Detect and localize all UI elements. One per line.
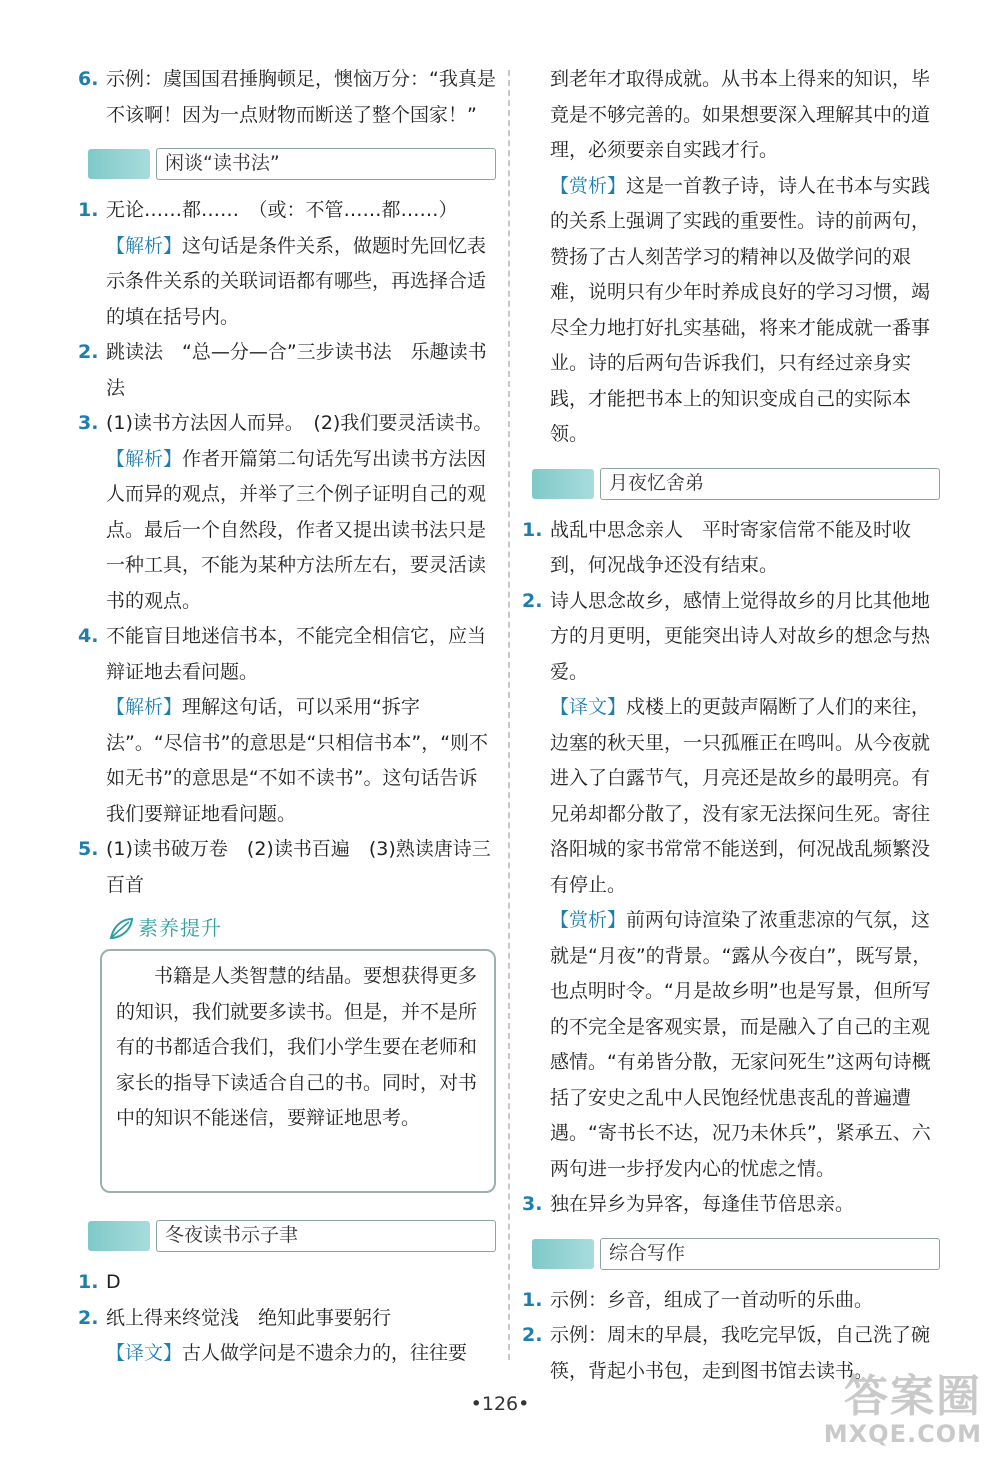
note-tag: 【解析】 xyxy=(106,696,183,718)
section-title: 闲谈“读书法” xyxy=(156,148,496,180)
question-number: 5. xyxy=(78,838,99,860)
left-column xyxy=(78,62,496,1372)
analysis-note xyxy=(78,442,496,620)
question-1 xyxy=(522,513,940,584)
answer-text: 示例：乡音，组成了一首动听的乐曲。 xyxy=(550,1288,874,1311)
question-1 xyxy=(522,1283,940,1319)
answer-text: 不能盲目地迷信书本，不能完全相信它，应当辩证地去看问题。 xyxy=(106,625,487,683)
question-number: 1. xyxy=(522,1288,543,1311)
answer-text: 战乱中思念亲人 平时寄家信常不能及时收到，何况战争还没有结束。 xyxy=(550,518,912,576)
section-tab xyxy=(88,149,150,179)
answer-text: (1)读书破万卷 (2)读书百遍 (3)熟读唐诗三百首 xyxy=(106,838,491,896)
question-2 xyxy=(522,584,940,691)
section-title: 月夜忆舍弟 xyxy=(600,468,940,500)
section-header-writing xyxy=(532,1237,940,1271)
answer-text: 独在异乡为异客，每逢佳节倍思亲。 xyxy=(550,1193,855,1215)
section-header-winter-night xyxy=(88,1219,496,1253)
note-tag: 【译文】 xyxy=(106,1342,183,1364)
watermark-logo: 答案圈 xyxy=(844,1371,982,1422)
question-5 xyxy=(78,832,496,903)
question-number: 1. xyxy=(78,1271,99,1293)
watermark-url: MXQE.COM xyxy=(823,1420,982,1448)
translation-note xyxy=(522,690,940,903)
question-number: 2. xyxy=(78,1306,99,1329)
analysis-note xyxy=(78,690,496,832)
answer-text: (1)读书方法因人而异。 (2)我们要灵活读书。 xyxy=(106,412,493,434)
question-3 xyxy=(522,1187,940,1223)
note-text: 古人做学问是不遗余力的，往往要 xyxy=(182,1342,468,1364)
note-tag: 【译文】 xyxy=(550,696,627,718)
answer-text: 示例：周末的早晨，我吃完早饭，自己洗了碗筷，背起小书包，走到图书馆去读书。 xyxy=(550,1324,931,1382)
note-text: 前两句诗渲染了浓重悲凉的气氛，这就是“月夜”的背景。“露从今夜白”，既写景，也点明时令。“月是故乡明”也是写景，但所写的不完全是客观实景，而是融入了自己的主观感情。“有弟皆分散，无家问死生”这两句诗概括了安史之乱中人民饱经忧患丧乱的普遍遭遇。“寄书长不达，况乃未休兵”，紧承五、六两句进一步抒发内心的忧虑之情。 xyxy=(550,909,932,1180)
answer-text: 诗人思念故乡，感情上觉得故乡的月比其他地方的月更明，更能突出诗人对故乡的想念与热爱。 xyxy=(550,589,931,683)
question-number: 1. xyxy=(522,518,543,541)
note-text: 理解这句话，可以采用“拆字法”。“尽信书”的意思是“只相信书本”，“则不如无书”的意思是“不如不读书”。这句话告诉我们要辩证地看问题。 xyxy=(106,696,489,825)
answer-text: 示例：虞国国君捶胸顿足，懊恼万分：“我真是不该啊！因为一点财物而断送了整个国家！” xyxy=(106,68,496,126)
section-tab xyxy=(88,1221,150,1251)
section-title: 冬夜读书示子聿 xyxy=(156,1220,496,1252)
analysis-note xyxy=(78,229,496,336)
question-number: 6. xyxy=(78,68,99,90)
suyang-header xyxy=(108,911,496,947)
section-header-moon-night xyxy=(532,467,940,501)
question-2 xyxy=(78,335,496,406)
note-text: 作者开篇第二句话先写出读书方法因人而异的观点，并举了三个例子证明自己的观点。最后一个自然段，作者又提出读书法只是一种工具，不能为某种方法所左右，要灵活读书的观点。 xyxy=(106,447,487,612)
note-text: 这句话是条件关系，做题时先回忆表示条件关系的关联词语都有哪些，再选择合适的填在括号内。 xyxy=(106,234,487,328)
section-tab xyxy=(532,469,594,499)
page-number: •126• xyxy=(470,1393,530,1415)
appreciation-note xyxy=(522,169,940,453)
question-number: 2. xyxy=(522,589,543,612)
answer-text: 跳读法 “总—分—合”三步读书法 乐趣读书法 xyxy=(106,341,487,399)
question-number: 3. xyxy=(522,1193,543,1215)
question-number: 3. xyxy=(78,412,99,434)
translation-note xyxy=(78,1336,496,1372)
question-3 xyxy=(78,406,496,442)
question-2 xyxy=(78,1301,496,1337)
answer-text: 纸上得来终觉浅 绝知此事要躬行 xyxy=(106,1306,392,1329)
column-divider xyxy=(508,70,510,1360)
answer-text: D xyxy=(106,1271,121,1293)
note-tag: 【解析】 xyxy=(106,447,183,470)
question-number: 1. xyxy=(78,199,99,221)
note-tag: 【解析】 xyxy=(106,234,183,257)
question-number: 4. xyxy=(78,625,99,647)
section-title: 综合写作 xyxy=(600,1238,940,1270)
suyang-label: 素养提升 xyxy=(138,916,222,941)
note-tag: 【赏析】 xyxy=(550,909,627,931)
question-4 xyxy=(78,619,496,690)
section-tab xyxy=(532,1239,594,1269)
section-header-reading-method xyxy=(88,147,496,181)
leaf-icon xyxy=(108,916,134,942)
note-text: 这是一首教子诗，诗人在书本与实践的关系上强调了实践的重要性。诗的前两句，赞扬了古人刻苦学习的精神以及做学问的艰难，说明只有少年时养成良好的学习习惯，竭尽全力地打好扎实基础，将来才能成就一番事业。诗的后两句告诉我们，只有经过亲身实践，才能把书本上的知识变成自己的实际本领。 xyxy=(550,174,931,445)
question-number: 2. xyxy=(522,1324,543,1346)
question-6 xyxy=(78,62,496,133)
note-text: 戍楼上的更鼓声隔断了人们的来往，边塞的秋天里，一只孤雁正在鸣叫。从今夜就进入了白露节气，月亮还是故乡的最明亮。有兄弟却都分散了，没有家无法探问生死。寄往洛阳城的家书常常不能送到，何况战乱频繁没有停止。 xyxy=(550,696,931,896)
appreciation-note xyxy=(522,903,940,1187)
question-1 xyxy=(78,193,496,229)
right-column xyxy=(522,62,940,1389)
answer-text: 无论……都…… （或：不管……都……） xyxy=(106,199,458,221)
suyang-box: 书籍是人类智慧的结晶。要想获得更多的知识，我们就要多读书。但是，并不是所有的书都适合我们，我们小学生要在老师和家长的指导下读适合自己的书。同时，对书中的知识不能迷信，要辩证地思考。 xyxy=(100,949,496,1193)
question-1 xyxy=(78,1265,496,1301)
watermark xyxy=(824,1373,982,1447)
note-tag: 【赏析】 xyxy=(550,174,627,197)
question-number: 2. xyxy=(78,341,99,363)
translation-continued: 到老年才取得成就。从书本上得来的知识，毕竟是不够完善的。如果想要深入理解其中的道理，必须要亲自实践才行。 xyxy=(550,68,931,161)
